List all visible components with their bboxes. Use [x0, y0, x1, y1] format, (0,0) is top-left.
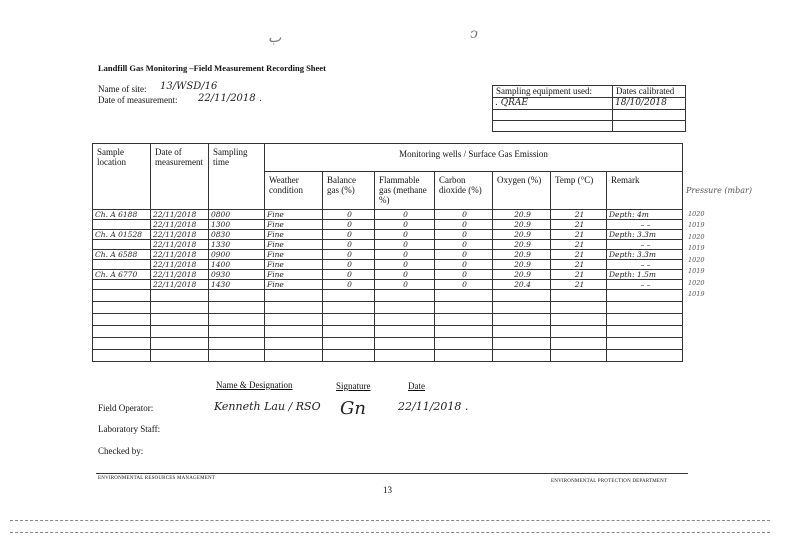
table-row: [93, 230, 683, 240]
table-row: [93, 270, 683, 280]
row-co2: 0: [435, 260, 493, 270]
dates-calibrated-value: 18/10/2018: [613, 98, 686, 110]
oxygen-header: Oxygen (%): [493, 172, 551, 210]
row-flammable: 0: [375, 230, 435, 240]
row-time: 0930: [209, 270, 265, 280]
page-title: Landfill Gas Monitoring –Field Measurement Recording Sheet: [98, 63, 326, 73]
pressure-value: 1020: [688, 279, 705, 287]
row-balance: 0: [323, 250, 375, 260]
footer-right-org: ENVIRONMENTAL PROTECTION DEPARTMENT: [551, 479, 668, 484]
row-flammable: 0: [375, 280, 435, 290]
row-co2: 0: [435, 220, 493, 230]
dates-calibrated-header: Dates calibrated: [613, 86, 686, 98]
balance-gas-header: Balance gas (%): [323, 172, 375, 210]
equipment-used-header: Sampling equipment used:: [493, 86, 613, 98]
row-date: 22/11/2018: [151, 220, 209, 230]
row-location: [93, 260, 151, 270]
scan-mark-right: ↄ: [470, 26, 478, 42]
row-balance: 0: [323, 280, 375, 290]
field-operator-date: 22/11/2018 .: [398, 400, 469, 413]
row-oxygen: 20.4: [493, 280, 551, 290]
row-flammable: 0: [375, 240, 435, 250]
scan-mark-left: ب: [268, 30, 282, 46]
monitoring-table: [92, 143, 683, 362]
sampling-time-header: Sampling time: [209, 144, 265, 210]
row-remark: Depth: 3.3m: [607, 230, 683, 240]
row-date: 22/11/2018: [151, 270, 209, 280]
row-remark: Depth: 4m: [607, 210, 683, 220]
equipment-table: [492, 85, 686, 132]
row-remark: Depth: 1.5m: [607, 270, 683, 280]
pressure-value: 1020: [688, 210, 705, 218]
blank-row: [93, 326, 683, 338]
carbon-dioxide-header: Carbon dioxide (%): [435, 172, 493, 210]
equipment-blank-cell: [493, 121, 613, 132]
blank-row: [93, 302, 683, 314]
row-temp: 21: [551, 240, 607, 250]
row-remark: – –: [607, 260, 683, 270]
pressure-value: 1019: [688, 221, 705, 229]
row-date: 22/11/2018: [151, 280, 209, 290]
table-row: [93, 250, 683, 260]
row-remark: – –: [607, 220, 683, 230]
row-co2: 0: [435, 210, 493, 220]
row-balance: 0: [323, 270, 375, 280]
row-location: [93, 240, 151, 250]
row-flammable: 0: [375, 250, 435, 260]
blank-row: [93, 350, 683, 362]
monitoring-wells-header: Monitoring wells / Surface Gas Emission: [265, 144, 683, 172]
field-operator-name: Kenneth Lau / RSO: [214, 400, 321, 413]
pressure-label: Pressure (mbar): [686, 186, 752, 195]
row-oxygen: 20.9: [493, 230, 551, 240]
date-of-measurement-header: Date of measurement: [151, 144, 209, 210]
scan-artifact-line: [10, 520, 770, 521]
row-temp: 21: [551, 260, 607, 270]
row-date: 22/11/2018: [151, 260, 209, 270]
weather-condition-header: Weather condition: [265, 172, 323, 210]
equipment-blank-cell: [613, 110, 686, 121]
blank-row: [93, 290, 683, 302]
row-remark: Depth: 3.3m: [607, 250, 683, 260]
row-time: 0830: [209, 230, 265, 240]
row-location: Ch. A 6770: [93, 270, 151, 280]
row-weather: Fine: [265, 280, 323, 290]
table-row: [93, 220, 683, 230]
row-weather: Fine: [265, 260, 323, 270]
table-row: [93, 280, 683, 290]
equipment-blank-cell: [613, 121, 686, 132]
row-location: [93, 220, 151, 230]
row-temp: 21: [551, 250, 607, 260]
date-of-measurement-value: 22/11/2018 .: [198, 93, 262, 104]
row-location: Ch. A 6188: [93, 210, 151, 220]
row-flammable: 0: [375, 270, 435, 280]
row-weather: Fine: [265, 270, 323, 280]
row-balance: 0: [323, 230, 375, 240]
pressure-value: 1019: [688, 267, 705, 275]
date-of-measurement-label: Date of measurement:: [98, 95, 178, 105]
field-operator-label: Field Operator:: [98, 403, 154, 413]
row-balance: 0: [323, 210, 375, 220]
equipment-used-value: . QRAE: [493, 98, 613, 110]
row-time: 1330: [209, 240, 265, 250]
row-temp: 21: [551, 270, 607, 280]
row-temp: 21: [551, 280, 607, 290]
row-oxygen: 20.9: [493, 270, 551, 280]
laboratory-staff-label: Laboratory Staff:: [98, 424, 161, 434]
row-oxygen: 20.9: [493, 250, 551, 260]
row-remark: – –: [607, 240, 683, 250]
row-oxygen: 20.9: [493, 260, 551, 270]
row-weather: Fine: [265, 240, 323, 250]
row-oxygen: 20.9: [493, 240, 551, 250]
row-weather: Fine: [265, 220, 323, 230]
pressure-value: 1020: [688, 256, 705, 264]
row-time: 1400: [209, 260, 265, 270]
sample-location-header: Sample location: [93, 144, 151, 210]
row-date: 22/11/2018: [151, 240, 209, 250]
row-time: 0900: [209, 250, 265, 260]
row-temp: 21: [551, 210, 607, 220]
row-co2: 0: [435, 280, 493, 290]
name-designation-header: Name & Designation: [216, 380, 293, 390]
row-temp: 21: [551, 220, 607, 230]
equipment-blank-cell: [493, 110, 613, 121]
row-temp: 21: [551, 230, 607, 240]
signature-header: Signature: [336, 381, 371, 391]
row-location: [93, 280, 151, 290]
checked-by-label: Checked by:: [98, 446, 144, 456]
row-flammable: 0: [375, 260, 435, 270]
row-co2: 0: [435, 250, 493, 260]
row-balance: 0: [323, 260, 375, 270]
blank-row: [93, 314, 683, 326]
row-weather: Fine: [265, 230, 323, 240]
flammable-gas-header: Flammable gas (methane %): [375, 172, 435, 210]
row-flammable: 0: [375, 220, 435, 230]
temp-header: Temp (°C): [551, 172, 607, 210]
row-time: 1300: [209, 220, 265, 230]
table-row: [93, 240, 683, 250]
row-weather: Fine: [265, 250, 323, 260]
row-date: 22/11/2018: [151, 210, 209, 220]
row-time: 0800: [209, 210, 265, 220]
field-operator-signature: Gn: [340, 398, 366, 419]
table-row: [93, 210, 683, 220]
row-weather: Fine: [265, 210, 323, 220]
pressure-value: 1020: [688, 233, 705, 241]
blank-row: [93, 338, 683, 350]
row-balance: 0: [323, 240, 375, 250]
site-name-label: Name of site:: [98, 84, 147, 94]
row-date: 22/11/2018: [151, 250, 209, 260]
row-location: Ch. A 01528: [93, 230, 151, 240]
row-remark: – –: [607, 280, 683, 290]
row-time: 1430: [209, 280, 265, 290]
row-location: Ch. A 6588: [93, 250, 151, 260]
row-balance: 0: [323, 220, 375, 230]
footer-rule: [96, 473, 688, 474]
date-header: Date: [408, 381, 425, 391]
row-co2: 0: [435, 270, 493, 280]
table-row: [93, 260, 683, 270]
site-name-value: 13/WSD/16: [160, 81, 218, 92]
remark-header: Remark: [607, 172, 683, 210]
scan-artifact-line: [10, 532, 770, 533]
row-oxygen: 20.9: [493, 220, 551, 230]
row-date: 22/11/2018: [151, 230, 209, 240]
footer-left-org: ENVIRONMENTAL RESOURCES MANAGEMENT: [98, 476, 216, 481]
row-co2: 0: [435, 230, 493, 240]
row-co2: 0: [435, 240, 493, 250]
pressure-value: 1019: [688, 290, 705, 298]
row-flammable: 0: [375, 210, 435, 220]
pressure-value: 1019: [688, 244, 705, 252]
page-number: 13: [383, 485, 392, 495]
row-oxygen: 20.9: [493, 210, 551, 220]
